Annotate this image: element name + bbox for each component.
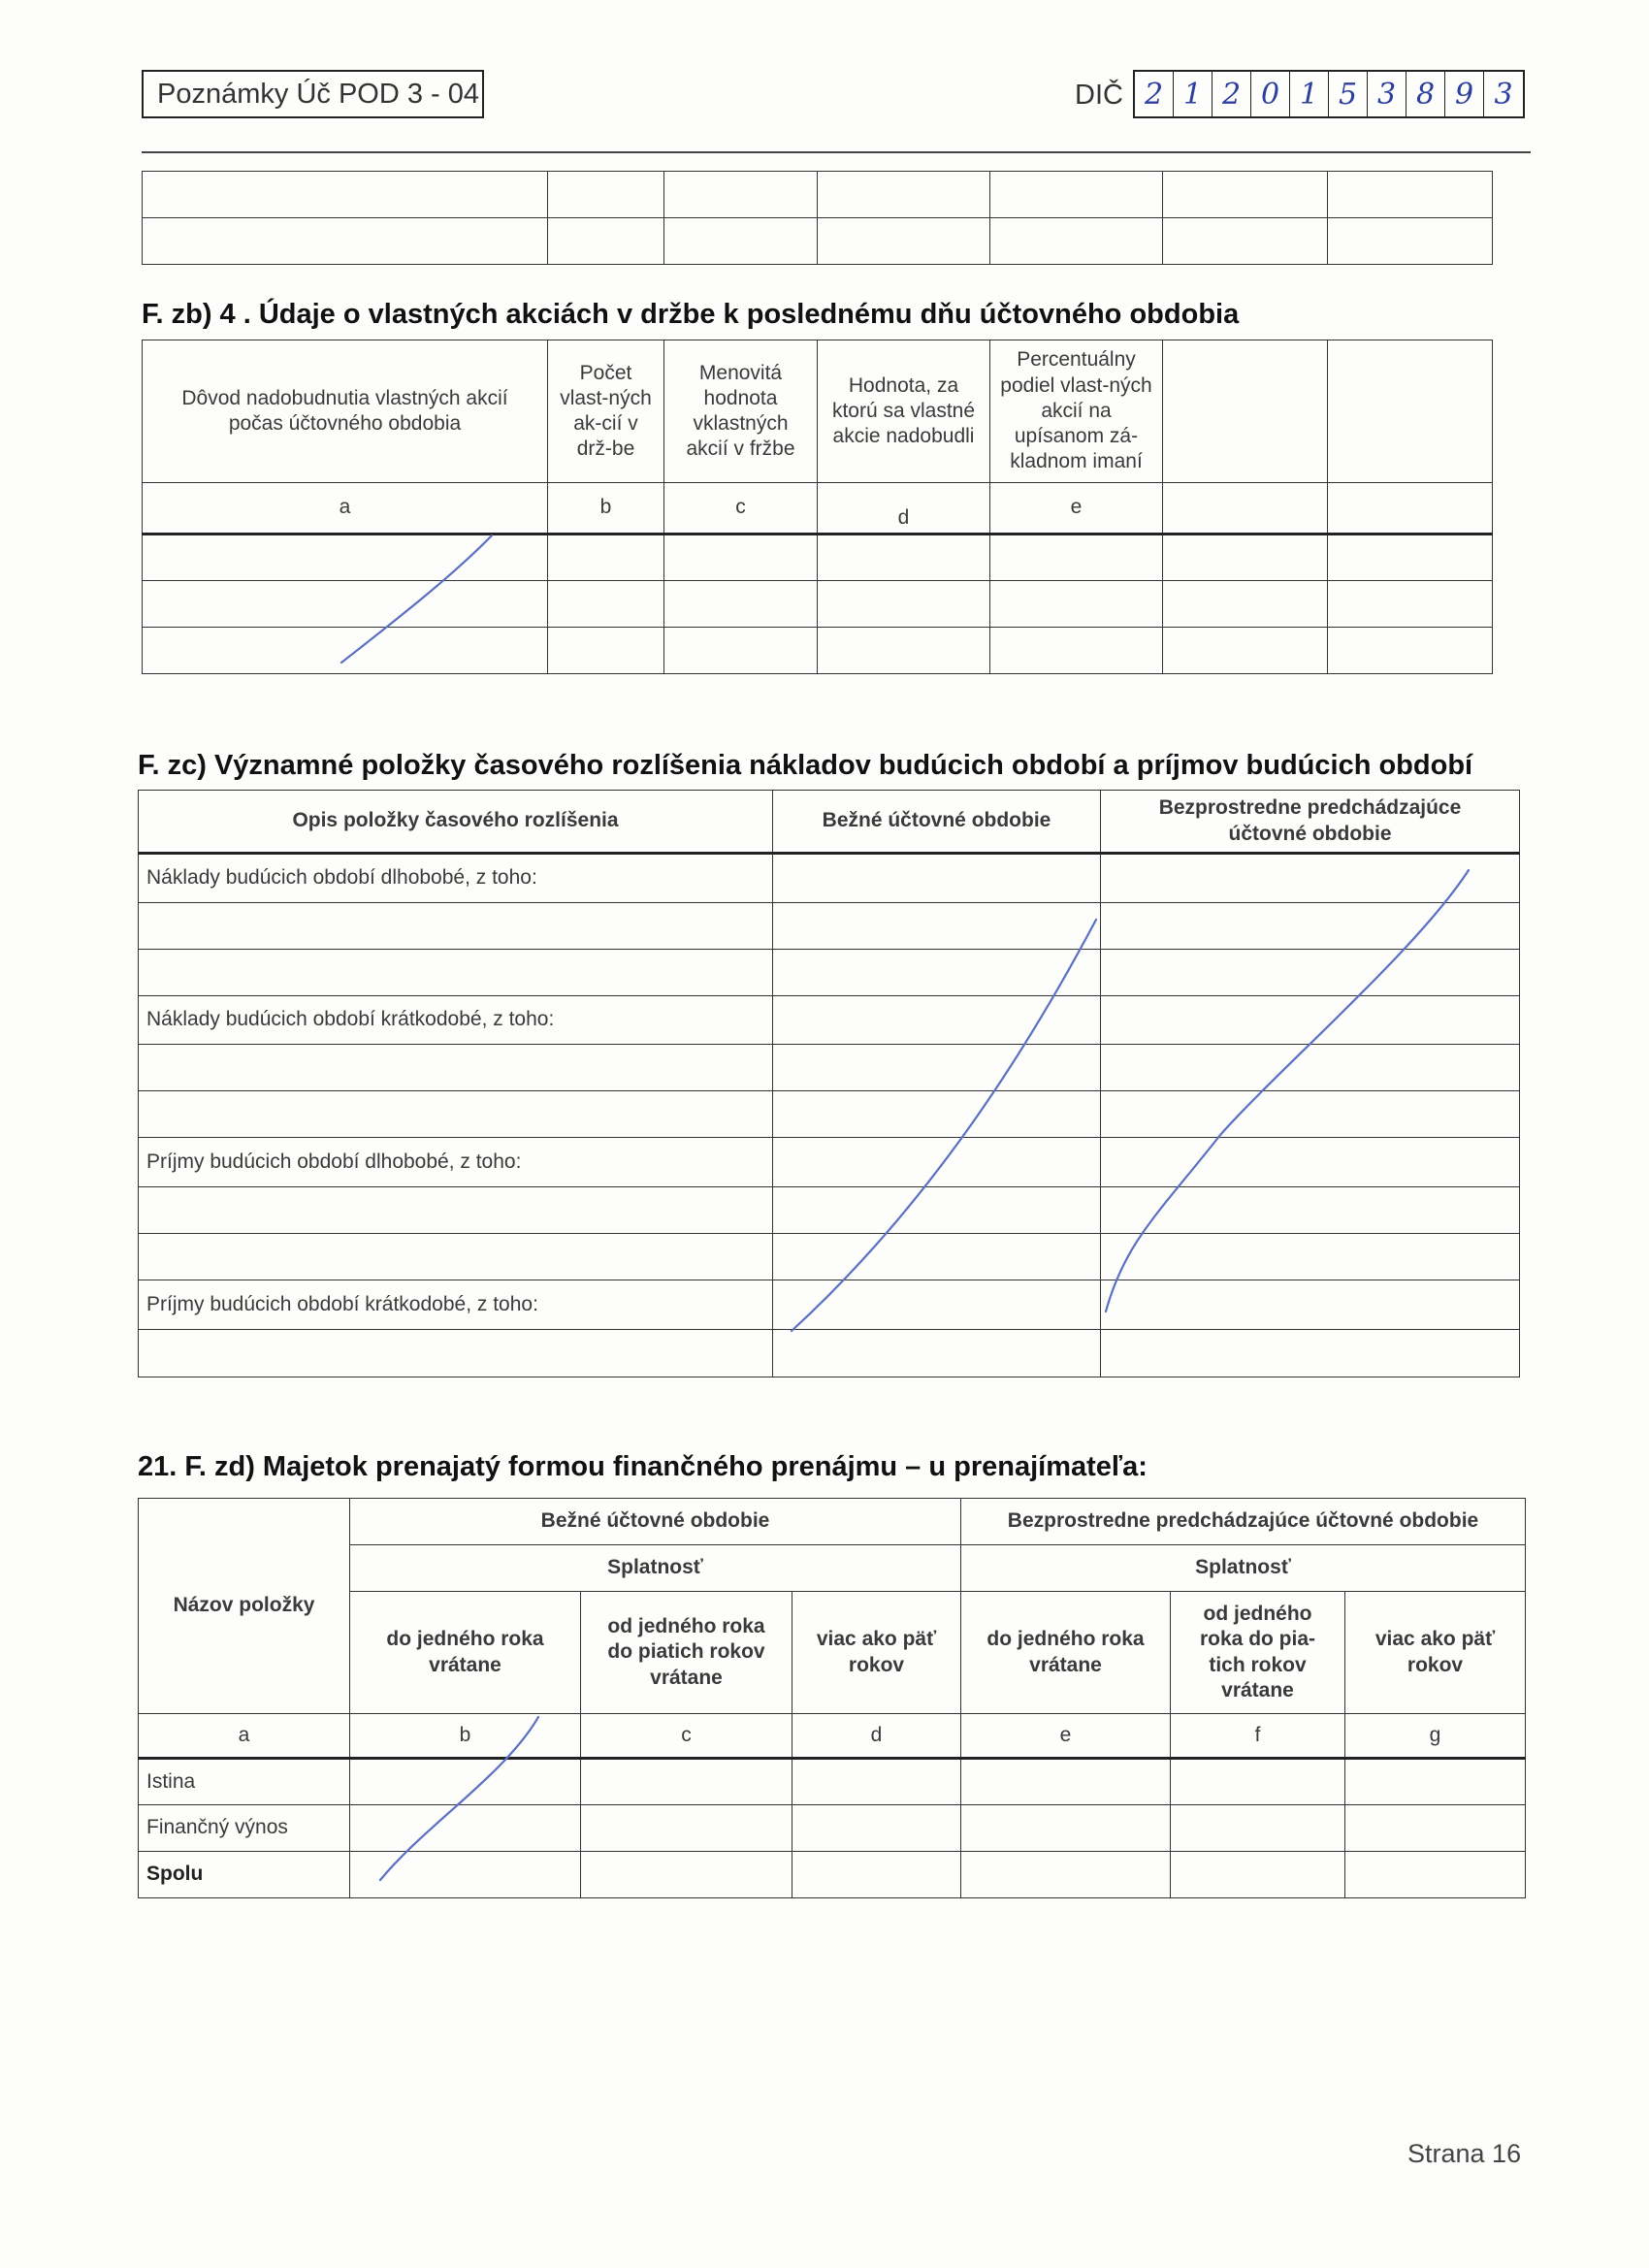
col-letter: d bbox=[792, 1714, 961, 1759]
cell[interactable] bbox=[1171, 1805, 1345, 1852]
cell[interactable] bbox=[773, 1091, 1101, 1138]
cell[interactable] bbox=[581, 1759, 792, 1805]
cell[interactable] bbox=[1163, 628, 1328, 674]
cell[interactable] bbox=[773, 1234, 1101, 1280]
row-label: Spolu bbox=[139, 1852, 350, 1898]
continuation-table bbox=[142, 171, 1493, 265]
header-divider bbox=[142, 151, 1531, 153]
own-shares-table bbox=[142, 340, 1493, 674]
header-current-period: Bežné účtovné obdobie bbox=[773, 791, 1101, 854]
header-previous-period: Bezprostredne predchádzajúce účtovné obdobie bbox=[961, 1499, 1526, 1545]
header-over-five-years: viac ako päť rokov bbox=[792, 1592, 961, 1714]
col-letter: c bbox=[581, 1714, 792, 1759]
section-title-zb: F. zb) 4 . Údaje o vlastných akciách v držbe k poslednému dňu účtovného obdobia bbox=[142, 299, 1240, 330]
dic-digit: 0 bbox=[1251, 72, 1290, 116]
cell[interactable] bbox=[990, 581, 1163, 628]
cell[interactable] bbox=[1163, 218, 1328, 265]
dic-digit: 2 bbox=[1135, 72, 1174, 116]
cell[interactable] bbox=[1345, 1805, 1526, 1852]
col-letter: c bbox=[664, 483, 818, 535]
cell[interactable] bbox=[818, 218, 990, 265]
cell[interactable] bbox=[961, 1759, 1171, 1805]
cell[interactable] bbox=[664, 218, 818, 265]
cell[interactable] bbox=[773, 1187, 1101, 1234]
cell[interactable] bbox=[350, 1852, 581, 1898]
header-one-to-five-years-prev: od jedného roka do pia-tich rokov vrátane bbox=[1171, 1592, 1345, 1714]
header-nominal-value: Menovitá hodnota vklastných akcií v fržbe bbox=[664, 340, 818, 483]
cell[interactable] bbox=[548, 218, 664, 265]
col-letter: f bbox=[1171, 1714, 1345, 1759]
cell[interactable] bbox=[1101, 996, 1520, 1045]
col-letter: b bbox=[350, 1714, 581, 1759]
cell[interactable] bbox=[143, 628, 548, 674]
header-over-five-years-prev: viac ako päť rokov bbox=[1345, 1592, 1526, 1714]
cell[interactable] bbox=[792, 1852, 961, 1898]
cell[interactable] bbox=[139, 1045, 773, 1091]
cell[interactable] bbox=[1101, 1138, 1520, 1187]
cell[interactable] bbox=[548, 172, 664, 218]
header-reason: Dôvod nadobudnutia vlastných akcií počas účtovného obdobia bbox=[143, 340, 548, 483]
cell[interactable] bbox=[1101, 1330, 1520, 1377]
cell[interactable] bbox=[664, 581, 818, 628]
row-label: Náklady budúcich období dlhobobé, z toho: bbox=[139, 854, 773, 903]
cell[interactable] bbox=[143, 218, 548, 265]
dic-digit: 8 bbox=[1406, 72, 1445, 116]
cell[interactable] bbox=[1101, 854, 1520, 903]
cell[interactable] bbox=[1171, 1852, 1345, 1898]
row-label: Náklady budúcich období krátkodobé, z toho: bbox=[139, 996, 773, 1045]
dic-digit-boxes bbox=[1133, 70, 1525, 118]
cell[interactable] bbox=[1345, 1759, 1526, 1805]
cell bbox=[1163, 483, 1328, 535]
col-letter: g bbox=[1345, 1714, 1526, 1759]
cell[interactable] bbox=[1328, 172, 1493, 218]
cell[interactable] bbox=[1328, 628, 1493, 674]
cell[interactable] bbox=[961, 1852, 1171, 1898]
cell[interactable] bbox=[773, 1045, 1101, 1091]
cell[interactable] bbox=[773, 1280, 1101, 1330]
cell[interactable] bbox=[1101, 1091, 1520, 1138]
cell[interactable] bbox=[139, 1330, 773, 1377]
cell[interactable] bbox=[143, 535, 548, 581]
cell[interactable] bbox=[818, 535, 990, 581]
dic-digit: 1 bbox=[1174, 72, 1212, 116]
page-number: Strana 16 bbox=[1407, 2139, 1522, 2168]
form-label: Poznámky Úč POD 3 - 04 bbox=[142, 70, 484, 118]
dic-label: DIČ bbox=[1075, 80, 1123, 111]
cell[interactable] bbox=[139, 903, 773, 950]
dic-digit: 3 bbox=[1494, 77, 1513, 112]
header-acquisition-value: Hodnota, za ktorú sa vlastné akcie nadobudli bbox=[818, 340, 990, 483]
cell[interactable] bbox=[350, 1759, 581, 1805]
cell[interactable] bbox=[1101, 903, 1520, 950]
header-current-period: Bežné účtovné obdobie bbox=[350, 1499, 961, 1545]
section-title-zd: 21. F. zd) Majetok prenajatý formou finančného prenájmu – u prenajímateľa: bbox=[138, 1451, 1148, 1482]
header-maturity-current: Splatnosť bbox=[350, 1545, 961, 1592]
cell[interactable] bbox=[581, 1852, 792, 1898]
header-item-name: Názov položky bbox=[139, 1499, 350, 1714]
cell bbox=[1328, 340, 1493, 483]
cell[interactable] bbox=[990, 218, 1163, 265]
cell[interactable] bbox=[664, 172, 818, 218]
cell[interactable] bbox=[139, 1091, 773, 1138]
cell[interactable] bbox=[773, 950, 1101, 996]
cell[interactable] bbox=[350, 1805, 581, 1852]
header-up-to-one-year-prev: do jedného roka vrátane bbox=[961, 1592, 1171, 1714]
cell[interactable] bbox=[143, 172, 548, 218]
header-description: Opis položky časového rozlíšenia bbox=[139, 791, 773, 854]
row-label: Istina bbox=[139, 1759, 350, 1805]
cell[interactable] bbox=[990, 535, 1163, 581]
cell[interactable] bbox=[773, 1330, 1101, 1377]
cell[interactable] bbox=[1345, 1852, 1526, 1898]
cell[interactable] bbox=[581, 1805, 792, 1852]
header-percent-share: Percentuálny podiel vlast-ných akcií na upísanom zá-kladnom imaní bbox=[990, 340, 1163, 483]
cell[interactable] bbox=[143, 581, 548, 628]
cell[interactable] bbox=[1163, 172, 1328, 218]
col-letter: a bbox=[143, 483, 548, 535]
header-one-to-five-years: od jedného roka do piatich rokov vrátane bbox=[581, 1592, 792, 1714]
cell[interactable] bbox=[1101, 1280, 1520, 1330]
cell bbox=[1163, 340, 1328, 483]
cell[interactable] bbox=[773, 996, 1101, 1045]
cell[interactable] bbox=[961, 1805, 1171, 1852]
cell[interactable] bbox=[1101, 1234, 1520, 1280]
cell[interactable] bbox=[139, 1234, 773, 1280]
cell[interactable] bbox=[818, 628, 990, 674]
cell[interactable] bbox=[1163, 581, 1328, 628]
cell[interactable] bbox=[548, 535, 664, 581]
col-letter: e bbox=[961, 1714, 1171, 1759]
cell[interactable] bbox=[664, 628, 818, 674]
cell[interactable] bbox=[773, 903, 1101, 950]
cell[interactable] bbox=[1171, 1759, 1345, 1805]
cell[interactable] bbox=[664, 535, 818, 581]
cell[interactable] bbox=[1328, 535, 1493, 581]
cell[interactable] bbox=[1101, 1045, 1520, 1091]
cell[interactable] bbox=[1163, 535, 1328, 581]
dic-digit: 1 bbox=[1290, 72, 1329, 116]
dic-digit: 9 bbox=[1445, 72, 1484, 116]
accruals-table bbox=[138, 790, 1520, 1377]
cell[interactable] bbox=[139, 1187, 773, 1234]
cell[interactable] bbox=[818, 581, 990, 628]
cell[interactable] bbox=[773, 1138, 1101, 1187]
row-label: Príjmy budúcich období dlhobobé, z toho: bbox=[139, 1138, 773, 1187]
cell[interactable] bbox=[990, 628, 1163, 674]
row-label: Príjmy budúcich období krátkodobé, z toho: bbox=[139, 1280, 773, 1330]
cell[interactable] bbox=[792, 1805, 961, 1852]
section-title-zc: F. zc) Významné položky časového rozlíšenia nákladov budúcich období a príjmov budúcich období bbox=[138, 750, 1473, 781]
cell bbox=[1328, 483, 1493, 535]
header-maturity-previous: Splatnosť bbox=[961, 1545, 1526, 1592]
col-letter: a bbox=[139, 1714, 350, 1759]
cell[interactable] bbox=[990, 172, 1163, 218]
header-count: Počet vlast-ných ak-cií v drž-be bbox=[548, 340, 664, 483]
cell[interactable] bbox=[773, 854, 1101, 903]
col-letter: d bbox=[818, 483, 990, 535]
cell[interactable] bbox=[1328, 581, 1493, 628]
dic-digit: 2 bbox=[1212, 72, 1251, 116]
cell[interactable] bbox=[792, 1759, 961, 1805]
cell[interactable] bbox=[1101, 950, 1520, 996]
cell[interactable] bbox=[548, 581, 664, 628]
cell[interactable] bbox=[818, 172, 990, 218]
col-letter: b bbox=[548, 483, 664, 535]
cell[interactable] bbox=[139, 950, 773, 996]
col-letter: e bbox=[990, 483, 1163, 535]
cell[interactable] bbox=[1101, 1187, 1520, 1234]
cell[interactable] bbox=[1328, 218, 1493, 265]
finance-lease-table bbox=[138, 1498, 1526, 1898]
header-previous-period: Bezprostredne predchádzajúce účtovné obdobie bbox=[1101, 791, 1520, 854]
dic-digit: 3 bbox=[1368, 72, 1406, 116]
dic-digit: 5 bbox=[1329, 72, 1368, 116]
cell[interactable] bbox=[548, 628, 664, 674]
header-up-to-one-year: do jedného roka vrátane bbox=[350, 1592, 581, 1714]
row-label: Finančný výnos bbox=[139, 1805, 350, 1852]
